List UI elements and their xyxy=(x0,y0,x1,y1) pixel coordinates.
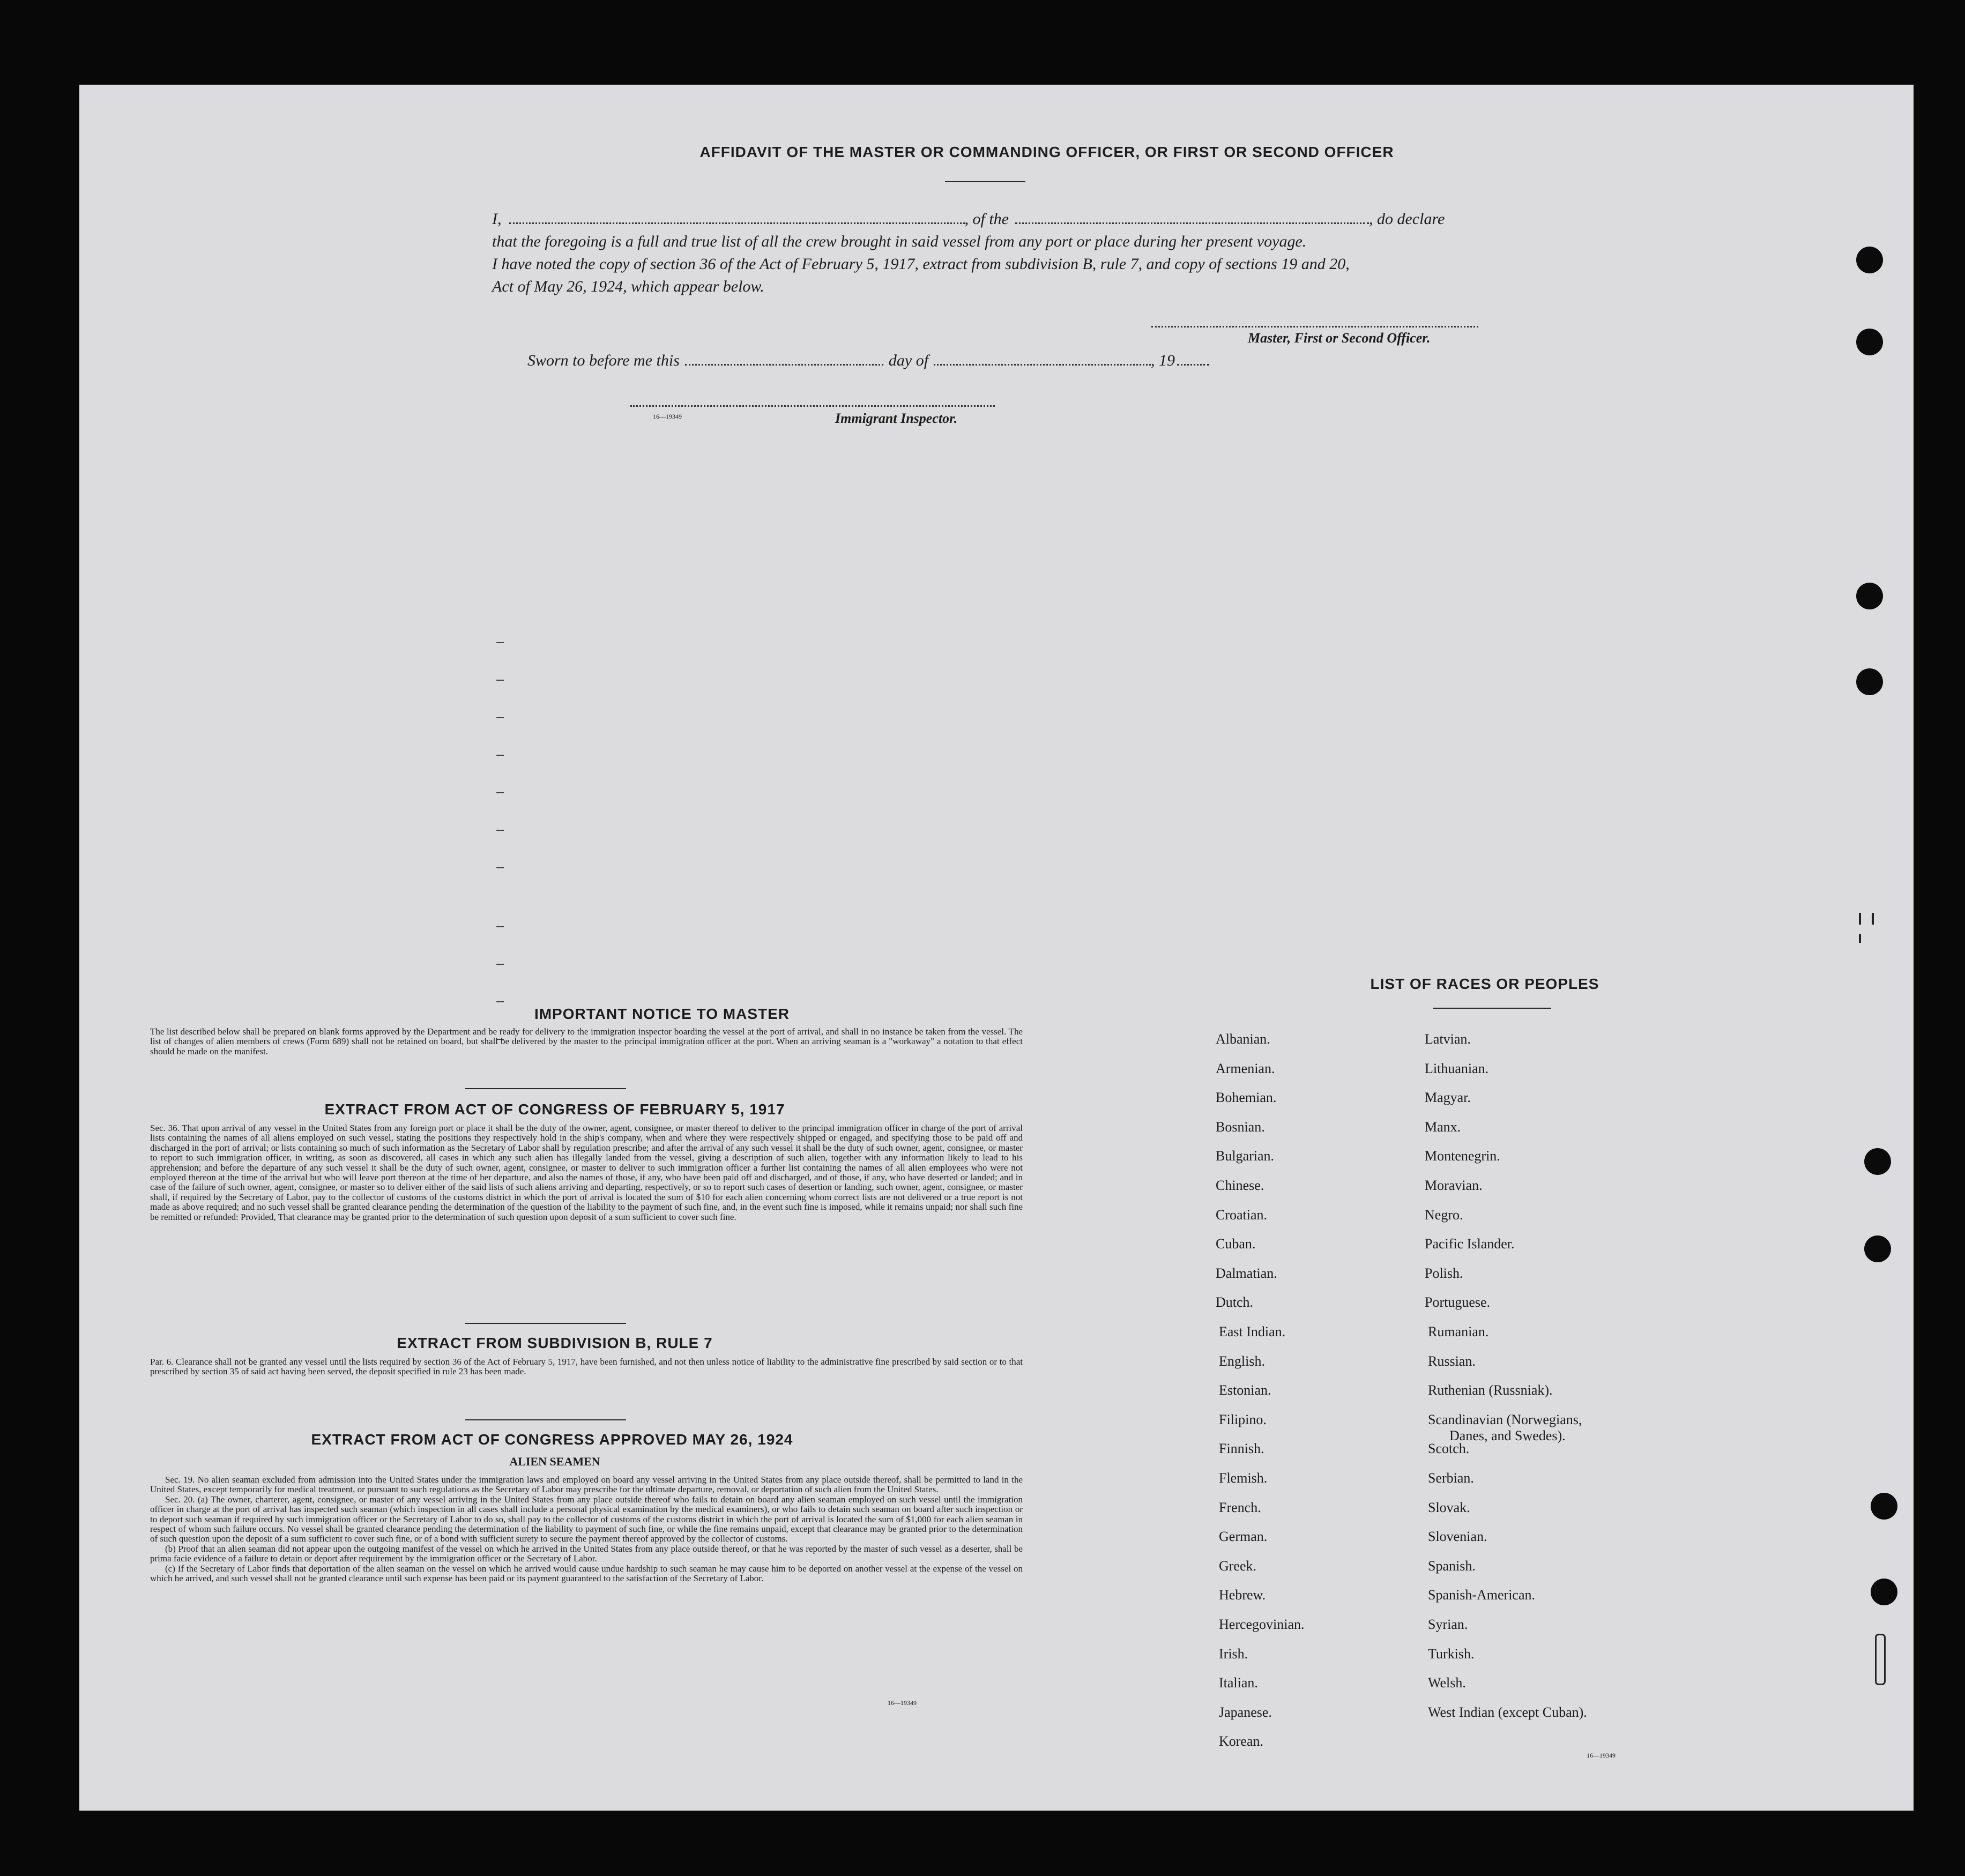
races-form-number: 16—19349 xyxy=(1587,1752,1616,1759)
race-item-right: Welsh. xyxy=(1428,1675,1466,1691)
sworn-year-blank[interactable] xyxy=(1177,364,1209,366)
race-item-right: Serbian. xyxy=(1428,1470,1474,1486)
race-item-left: Greek. xyxy=(1219,1558,1257,1574)
declaration-line-1 xyxy=(492,208,1607,230)
races-heading: LIST OF RACES OR PEOPLES xyxy=(1370,976,1599,992)
sworn-day-label: day of xyxy=(888,352,929,369)
margin-tick xyxy=(496,964,504,965)
race-item-right: Slovenian. xyxy=(1428,1529,1487,1545)
race-item-left: German. xyxy=(1219,1529,1268,1545)
race-item-right: Portuguese. xyxy=(1425,1294,1491,1311)
race-item-left: Filipino. xyxy=(1219,1411,1267,1427)
declaration-of-the: , of the xyxy=(964,210,1009,228)
notice-heading: IMPORTANT NOTICE TO MASTER xyxy=(534,1006,790,1022)
race-item-left: Chinese. xyxy=(1216,1178,1264,1193)
race-item-right: Scotch. xyxy=(1428,1441,1470,1457)
races-divider xyxy=(1433,1008,1551,1009)
master-signature-line[interactable] xyxy=(1151,326,1478,327)
sec20a-text: Sec. 20. (a) The owner, charterer, agent, consignee, or master of any vessel arriving in the United States from any place outside thereof who fails to detain on board any alien seaman employed on such vessel until the immigration officer in charge at the port of arrival has inspected such seaman (which inspection in all cases shall include a personal physical examination by the medical examiners), or who fails to detain such seaman on board after such inspection or to deport such seaman if required by such immigration officer or the Secretary of Labor to do so, shall pay to the collector of customs of the customs district in which the port of arrival is located the sum of $1,000 for each alien seaman in respect of whom such failure occurs. No vessel shall be granted clearance pending the determination of the liability to payment of such fine, or while the fine remains unpaid, except that clearance may be granted prior to the determination of such question upon the deposit of a sum sufficient to cover such fine, or of a bond with sufficient surety to secure the payment thereof approved by the collector of customs. xyxy=(150,1494,1023,1544)
race-item-left: Bosnian. xyxy=(1216,1119,1265,1135)
margin-tick xyxy=(496,755,504,756)
race-item-right: Danes, and Swedes). xyxy=(1449,1427,1566,1443)
race-item-left: Irish. xyxy=(1219,1646,1248,1662)
declaration-do-declare: , do declare xyxy=(1369,210,1445,228)
margin-tick xyxy=(496,1001,504,1002)
race-item-left: Albanian. xyxy=(1216,1031,1270,1047)
margin-scribble xyxy=(1875,1634,1886,1685)
margin-tick xyxy=(496,792,504,793)
margin-tick xyxy=(496,717,504,718)
inspector-signature-line[interactable] xyxy=(630,405,995,407)
race-item-right: Negro. xyxy=(1425,1207,1463,1223)
rule7-text: Par. 6. Clearance shall not be granted any vessel until the lists required by section 36 of the Act of February 5, 1917, have been furnished, and not then unless notice of liability to the administrative fine prescribed by said section or to that prescribed by section 35 of said act having been served, the deposit specified in rule 23 has been made. xyxy=(150,1357,1023,1377)
race-item-right: Scandinavian (Norwegians, xyxy=(1428,1411,1582,1427)
margin-tick xyxy=(496,680,504,681)
punch-hole xyxy=(1856,668,1883,695)
race-item-left: Finnish. xyxy=(1219,1441,1264,1457)
sworn-line xyxy=(527,352,1209,370)
punch-hole xyxy=(1871,1493,1897,1520)
margin-mark xyxy=(1872,913,1874,925)
race-item-right: Rumanian. xyxy=(1428,1324,1489,1339)
race-item-left: Cuban. xyxy=(1216,1236,1256,1252)
race-item-right: Lithuanian. xyxy=(1425,1060,1489,1076)
race-item-left: East Indian. xyxy=(1219,1324,1286,1339)
extract-1924-body xyxy=(150,1475,1023,1583)
race-item-right: Spanish-American. xyxy=(1428,1587,1536,1603)
alien-seamen-subheading: ALIEN SEAMEN xyxy=(509,1455,600,1468)
sec20c-text: (c) If the Secretary of Labor finds that deportation of the alien seaman on the vessel on which he arrived would cause undue hardship to such seaman he may cause him to be deported on another vessel at the expense of the vessel on which he arrived, and such vessel shall not be granted clearance until such expense has been paid or its payment guaranteed to the satisfaction of the Secretary of Labor. xyxy=(150,1563,1023,1584)
sworn-date-blank[interactable] xyxy=(685,364,883,366)
punch-hole xyxy=(1856,329,1883,355)
race-item-right: Ruthenian (Russniak). xyxy=(1428,1382,1553,1398)
race-item-left: Bulgarian. xyxy=(1216,1148,1275,1164)
affidavit-heading: AFFIDAVIT OF THE MASTER OR COMMANDING OFFICER, OR FIRST OR SECOND OFFICER xyxy=(699,144,1394,160)
race-item-left: Korean. xyxy=(1219,1733,1264,1750)
race-item-left: Hebrew. xyxy=(1219,1587,1266,1603)
race-item-left: Italian. xyxy=(1219,1675,1258,1691)
margin-tick xyxy=(496,830,504,831)
race-item-right: Polish. xyxy=(1425,1265,1463,1281)
master-signature-label: Master, First or Second Officer. xyxy=(1248,330,1431,346)
race-item-left: Armenian. xyxy=(1216,1060,1275,1076)
declaration-line-3: I have noted the copy of section 36 of the Act of February 5, 1917, extract from subdivision B, rule 7, and copy of sections 19 and 20, xyxy=(492,255,1350,273)
race-item-right: Russian. xyxy=(1428,1353,1476,1369)
declaration-line-4: Act of May 26, 1924, which appear below. xyxy=(492,278,764,295)
race-item-right: Moravian. xyxy=(1425,1178,1483,1193)
section-divider xyxy=(465,1088,626,1089)
margin-mark xyxy=(1859,913,1861,925)
extract-form-number: 16—19349 xyxy=(888,1699,917,1707)
punch-hole xyxy=(1864,1235,1891,1262)
margin-tick xyxy=(496,867,504,868)
affidavit-form-number: 16—19349 xyxy=(653,413,682,420)
race-item-right: Spanish. xyxy=(1428,1558,1476,1574)
race-item-right: Latvian. xyxy=(1425,1031,1471,1047)
sec19-text: Sec. 19. No alien seaman excluded from admission into the United States under the immigration laws and employed on board any vessel arriving in the United States from any place outside thereof, shall be permitted to land in the United States, except temporarily for medical treatment, or pursuant to such regulations as the Secretary of Labor may prescribe for the ultimate departure, removal, or deportation of such alien from the United States. xyxy=(150,1475,1023,1495)
race-item-left: French. xyxy=(1219,1499,1261,1515)
extract-1924-heading: EXTRACT FROM ACT OF CONGRESS APPROVED MAY 26, 1924 xyxy=(311,1431,793,1448)
margin-tick xyxy=(496,926,504,927)
rule7-heading: EXTRACT FROM SUBDIVISION B, RULE 7 xyxy=(397,1335,713,1351)
sworn-month-blank[interactable] xyxy=(934,364,1151,366)
race-item-left: Japanese. xyxy=(1219,1704,1272,1720)
sworn-label: Sworn to before me this xyxy=(527,352,680,369)
race-item-right: Magyar. xyxy=(1425,1090,1471,1106)
race-item-right: Turkish. xyxy=(1428,1646,1475,1662)
race-item-right: West Indian (except Cuban). xyxy=(1428,1704,1587,1720)
race-item-left: Flemish. xyxy=(1219,1470,1268,1486)
race-item-left: Croatian. xyxy=(1216,1207,1268,1223)
document-page xyxy=(79,85,1914,1811)
race-item-right: Manx. xyxy=(1425,1119,1461,1135)
sec20b-text: (b) Proof that an alien seaman did not appear upon the outgoing manifest of the vessel on which he arrived in the United States from any place outside thereof, or that he was reported by the master of such vessel as a deserter, shall be prima facie evidence of a failure to detain or deport after requirement by the immigration officer or the Secretary of Labor. xyxy=(150,1543,1023,1564)
heading-divider xyxy=(945,181,1025,182)
race-item-right: Montenegrin. xyxy=(1425,1148,1500,1164)
declaration-block xyxy=(492,208,1607,298)
race-item-left: Dutch. xyxy=(1216,1294,1254,1311)
punch-hole xyxy=(1864,1148,1891,1175)
margin-tick xyxy=(496,642,504,643)
race-item-right: Syrian. xyxy=(1428,1617,1468,1632)
declaration-i: I, xyxy=(492,210,502,228)
vessel-blank[interactable] xyxy=(1015,222,1369,224)
punch-hole xyxy=(1871,1579,1897,1605)
sworn-year-label: , 19 xyxy=(1151,352,1175,369)
race-item-left: Dalmatian. xyxy=(1216,1265,1277,1281)
inspector-label: Immigrant Inspector. xyxy=(835,411,958,426)
punch-hole xyxy=(1856,583,1883,609)
race-item-left: English. xyxy=(1219,1353,1265,1369)
race-item-left: Estonian. xyxy=(1219,1382,1271,1398)
race-item-right: Pacific Islander. xyxy=(1425,1236,1515,1252)
name-blank[interactable] xyxy=(509,222,965,224)
race-item-right: Slovak. xyxy=(1428,1499,1470,1515)
race-item-left: Hercegovinian. xyxy=(1219,1617,1305,1632)
margin-mark xyxy=(1859,934,1861,943)
section-divider xyxy=(465,1323,626,1324)
section-divider xyxy=(465,1419,626,1420)
declaration-line-2: that the foregoing is a full and true list of all the crew brought in said vessel from any port or place during her present voyage. xyxy=(492,233,1307,250)
extract-1917-text: Sec. 36. That upon arrival of any vessel in the United States from any foreign port or place it shall be the duty of the owner, agent, consignee, or master thereof to deliver to the principal immigration officer in charge of the port of arrival lists containing the names of all aliens employed on such vessel, stating the positions they respectively hold in the ship's company, when and where they were respectively shipped or engaged, and specifying those to be paid off and discharged in the port of arrival; or lists containing so much of such information as the Secretary of Labor shall by regulation prescribe; and after the arrival of any such vessel it shall be the duty of such owner, agent, consignee, or master to report to such immigration officer, in writing, as soon as discovered, all cases in which any such alien has illegally landed from the vessel, giving a description of such alien, together with any information likely to lead to his apprehension; and before the departure of any such vessel it shall be the duty of such owner, agent, consignee, or master to deliver to such immigration officer a further list containing the names of all alien employees who were not employed thereon at the time of the arrival but who will leave port thereon at the time of her departure, and also the names of those, if any, who have been paid off and discharged, and of those, if any, who have deserted or landed; and in case of the failure of such owner, agent, consignee, or master so to deliver either of the said lists of such aliens arriving and departing, respectively, or so to report such cases of desertion or landing, such owner, agent, consignee, or master shall, if required by the Secretary of Labor, pay to the collector of customs of the customs district in which the port of arrival is located the sum of $10 for each alien concerning whom correct lists are not delivered or a true report is not made as above required; and no such vessel shall be granted clearance pending the determination of the question of the liability to the payment of such fine, and, in the event such fine is imposed, while it remains unpaid; nor shall such fine be remitted or refunded: Provided, That clearance may be granted prior to the determination of such question upon deposit of a sum sufficient to cover such fine. xyxy=(150,1123,1023,1222)
extract-1917-heading: EXTRACT FROM ACT OF CONGRESS OF FEBRUARY 5, 1917 xyxy=(324,1101,785,1118)
punch-hole xyxy=(1856,247,1883,273)
race-item-left: Bohemian. xyxy=(1216,1090,1277,1106)
notice-text: The list described below shall be prepared on blank forms approved by the Department and be ready for delivery to the immigration inspector boarding the vessel at the port of arrival, and shall in no instance be taken from the vessel. The list of changes of alien members of crews (Form 689) shall not be retained on board, but shall be delivered by the master to the principal immigration officer at the port. When an arriving seaman is a "workaway" a notation to that effect should be made on the manifest. xyxy=(150,1026,1023,1056)
